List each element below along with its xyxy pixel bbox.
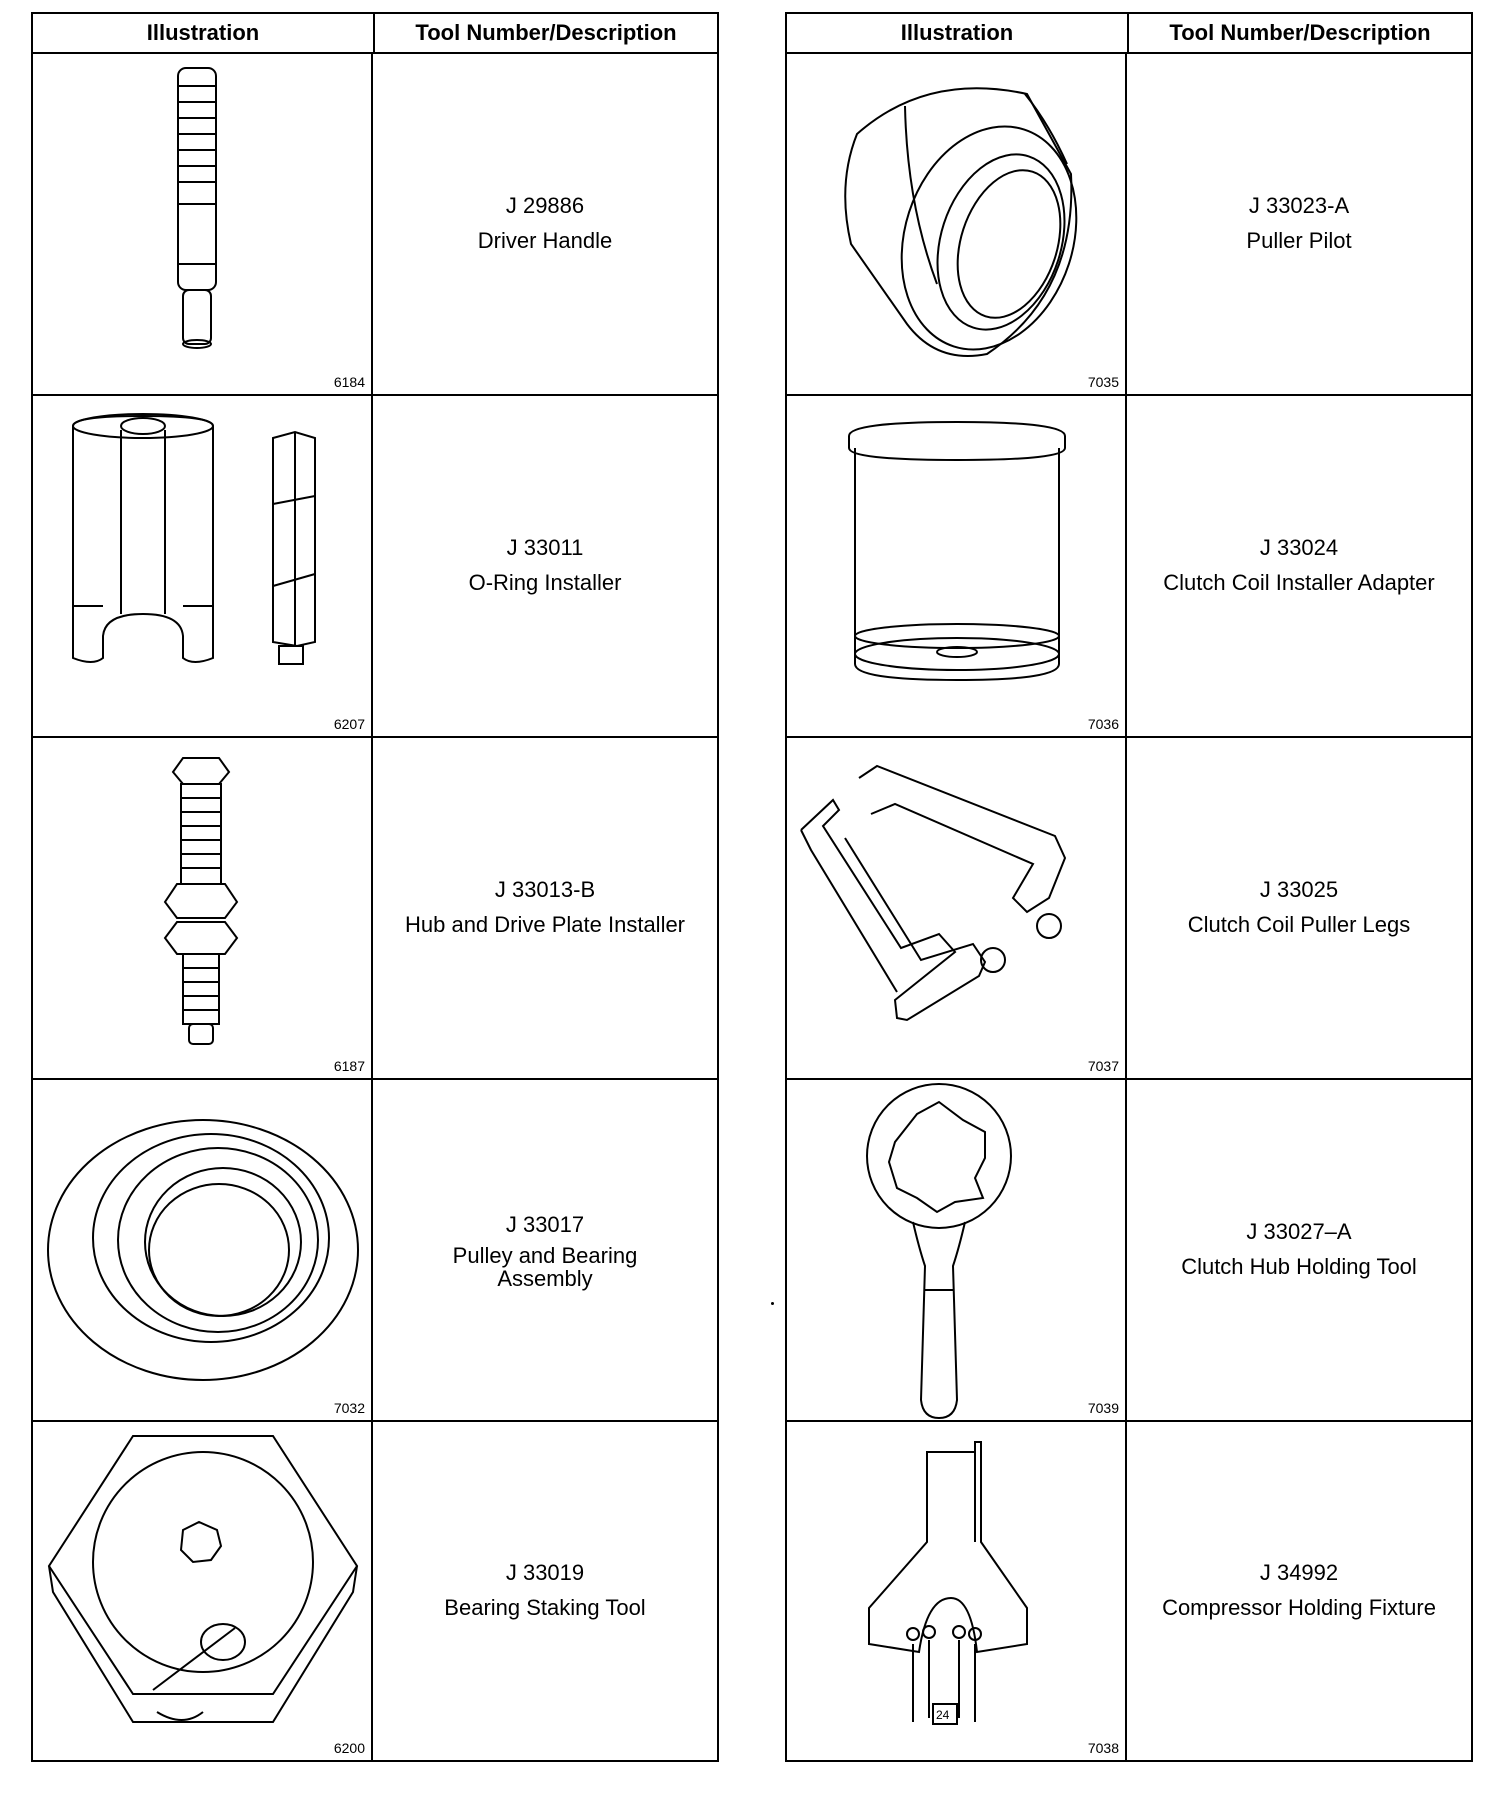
clutch-hub-holding-tool-icon [787, 1080, 1127, 1420]
tool-description: Compressor Holding Fixture [1162, 1595, 1436, 1620]
table-row [787, 1080, 1471, 1422]
pulley-bearing-assembly-icon [33, 1080, 373, 1420]
illustration-cell [787, 1080, 1127, 1420]
tool-description: Puller Pilot [1246, 228, 1352, 253]
tool-description-cell [373, 54, 717, 394]
table-row [33, 1422, 717, 1760]
tool-description-cell [373, 1422, 717, 1760]
figure-number: 7039 [1087, 1400, 1119, 1416]
header-illustration: Illustration [787, 14, 1129, 52]
hub-drive-plate-installer-icon [33, 738, 373, 1078]
tool-number: J 34992 [1259, 1560, 1339, 1586]
compressor-holding-fixture-icon [787, 1422, 1127, 1762]
tool-number: J 33011 [506, 535, 584, 561]
driver-handle-icon [33, 54, 373, 394]
table-row [787, 54, 1471, 396]
header-description: Tool Number/Description [1169, 20, 1431, 45]
tool-description-cell [373, 396, 717, 736]
tool-description-cell [1127, 738, 1471, 1078]
table-row [33, 738, 717, 1080]
tool-description-cell [1127, 54, 1471, 394]
figure-number: 7035 [1087, 374, 1119, 390]
figure-number: 7036 [1087, 716, 1119, 732]
tool-description-cell [373, 1080, 717, 1420]
tool-description-cell [1127, 1080, 1471, 1420]
table-header [787, 14, 1471, 54]
tool-description: Driver Handle [477, 228, 613, 253]
header-illustration: Illustration [33, 14, 375, 52]
tool-description-cell [1127, 396, 1471, 736]
illustration-cell [787, 54, 1127, 394]
header-description: Tool Number/Description [415, 20, 677, 45]
tool-description-cell [373, 738, 717, 1078]
table-header [33, 14, 717, 54]
tool-number: J 33023-A [1248, 193, 1350, 219]
illustration-cell [33, 396, 373, 736]
illustration-cell [787, 396, 1127, 736]
tool-table-right [785, 12, 1473, 1762]
figure-number: 7038 [1087, 1740, 1119, 1756]
illustration-cell [33, 738, 373, 1078]
illustration-cell [787, 738, 1127, 1078]
tool-number: J 33027–A [1246, 1219, 1352, 1245]
table-row [33, 54, 717, 396]
clutch-coil-installer-adapter-icon [787, 396, 1127, 736]
tool-number: J 33019 [505, 1560, 585, 1586]
scan-speck [771, 1302, 774, 1305]
table-row [787, 738, 1471, 1080]
tool-description: Pulley and Bearing Assembly [452, 1243, 638, 1292]
tool-description: Clutch Coil Installer Adapter [1163, 570, 1435, 595]
tool-description: Clutch Coil Puller Legs [1187, 912, 1411, 937]
tool-table-left [31, 12, 719, 1762]
illustration-cell [33, 1422, 373, 1760]
tool-number: J 29886 [505, 193, 585, 219]
table-row [33, 1080, 717, 1422]
figure-number: 7032 [333, 1400, 365, 1416]
tag-label: 24 [936, 1708, 950, 1722]
tool-description: Clutch Hub Holding Tool [1181, 1254, 1417, 1279]
table-row [787, 396, 1471, 738]
tool-description: Bearing Staking Tool [444, 1595, 646, 1620]
figure-number: 6207 [333, 716, 365, 732]
illustration-cell [787, 1422, 1127, 1760]
clutch-coil-puller-legs-icon [787, 738, 1127, 1078]
puller-pilot-icon [787, 54, 1127, 394]
illustration-cell [33, 54, 373, 394]
illustration-cell [33, 1080, 373, 1420]
tool-description-cell [1127, 1422, 1471, 1760]
table-row [787, 1422, 1471, 1760]
tool-description: Hub and Drive Plate Installer [404, 912, 686, 937]
tool-number: J 33025 [1259, 877, 1339, 903]
figure-number: 6200 [333, 1740, 365, 1756]
bearing-staking-tool-icon [33, 1422, 373, 1762]
figure-number: 6184 [333, 374, 365, 390]
tool-number: J 33013-B [494, 877, 596, 903]
table-row [33, 396, 717, 738]
figure-number: 6187 [333, 1058, 365, 1074]
figure-number: 7037 [1087, 1058, 1119, 1074]
o-ring-installer-icon [33, 396, 373, 736]
tool-number: J 33017 [505, 1211, 585, 1237]
tool-description: O-Ring Installer [468, 570, 622, 595]
tool-number: J 33024 [1259, 535, 1339, 561]
